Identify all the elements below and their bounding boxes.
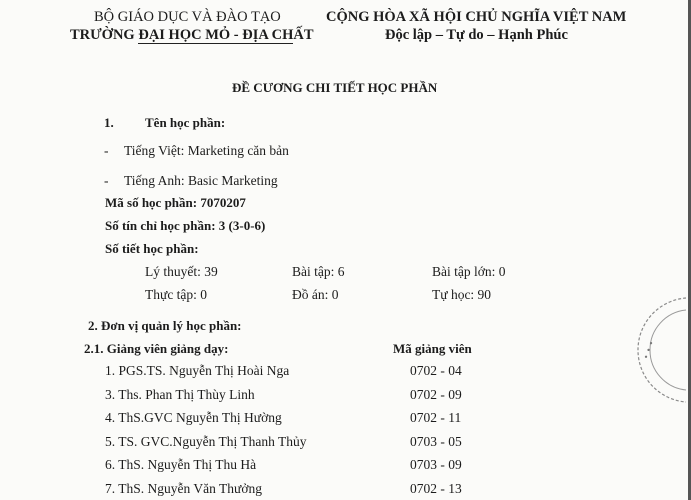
periods-big-exercise: Bài tập lớn: 0 bbox=[432, 264, 506, 279]
lecturer-name: 5. TS. GVC.Nguyễn Thị Thanh Thủy bbox=[105, 434, 307, 449]
university-name bbox=[70, 27, 314, 44]
lecturer-code: 0702 - 04 bbox=[410, 363, 462, 378]
vietnamese-name: Tiếng Việt: Marketing căn bản bbox=[124, 143, 289, 158]
country-name: CỘNG HÒA XÃ HỘI CHỦ NGHĨA VIỆT NAM bbox=[326, 9, 627, 25]
lecturer-code: 0702 - 13 bbox=[410, 481, 462, 496]
periods-exercise: Bài tập: 6 bbox=[292, 264, 345, 279]
section1-label: Tên học phần: bbox=[145, 115, 226, 130]
section2-label: 2. Đơn vị quản lý học phần: bbox=[88, 318, 242, 333]
periods-project: Đồ án: 0 bbox=[292, 287, 339, 302]
lecturer-name: 4. ThS.GVC Nguyễn Thị Hường bbox=[105, 410, 282, 425]
periods-self-study: Tự học: 90 bbox=[432, 287, 492, 302]
ministry-name: BỘ GIÁO DỤC VÀ ĐÀO TẠO bbox=[94, 9, 281, 25]
document-title: ĐỀ CƯƠNG CHI TIẾT HỌC PHẦN bbox=[232, 80, 438, 95]
lecturer-name: 6. ThS. Nguyễn Thị Thu Hà bbox=[105, 457, 257, 472]
university-name-suffix: ẤT bbox=[293, 27, 314, 43]
bullet-2: - bbox=[104, 173, 109, 188]
stamp-fragment bbox=[628, 290, 688, 410]
lecturer-name: 1. PGS.TS. Nguyễn Thị Hoài Nga bbox=[105, 363, 290, 378]
lecturers-label: 2.1. Giảng viên giảng dạy: bbox=[84, 341, 229, 356]
lecturer-code: 0702 - 11 bbox=[410, 410, 462, 425]
university-name-prefix: TRƯỜNG bbox=[70, 27, 139, 43]
periods-practice: Thực tập: 0 bbox=[145, 287, 208, 302]
svg-text:• • •: • • • bbox=[641, 339, 657, 361]
lecturer-name: 3. Ths. Phan Thị Thùy Linh bbox=[105, 387, 255, 402]
section1-number: 1. bbox=[104, 115, 114, 130]
english-name: Tiếng Anh: Basic Marketing bbox=[124, 173, 278, 188]
university-name-underlined: ĐẠI HỌC MỎ - ĐỊA CH bbox=[138, 27, 294, 43]
periods-label: Số tiết học phần: bbox=[105, 241, 199, 256]
credits: Số tín chỉ học phần: 3 (3-0-6) bbox=[105, 218, 266, 233]
periods-theory: Lý thuyết: 39 bbox=[145, 264, 218, 279]
lecturer-name: 7. ThS. Nguyễn Văn Thưởng bbox=[105, 481, 262, 496]
lecturer-code: 0703 - 05 bbox=[410, 434, 462, 449]
course-code: Mã số học phần: 7070207 bbox=[105, 195, 246, 210]
lecturer-code-header: Mã giảng viên bbox=[393, 341, 472, 356]
national-motto: Độc lập – Tự do – Hạnh Phúc bbox=[385, 27, 568, 43]
lecturer-code: 0703 - 09 bbox=[410, 457, 462, 472]
bullet-1: - bbox=[104, 143, 109, 158]
lecturer-code: 0702 - 09 bbox=[410, 387, 462, 402]
